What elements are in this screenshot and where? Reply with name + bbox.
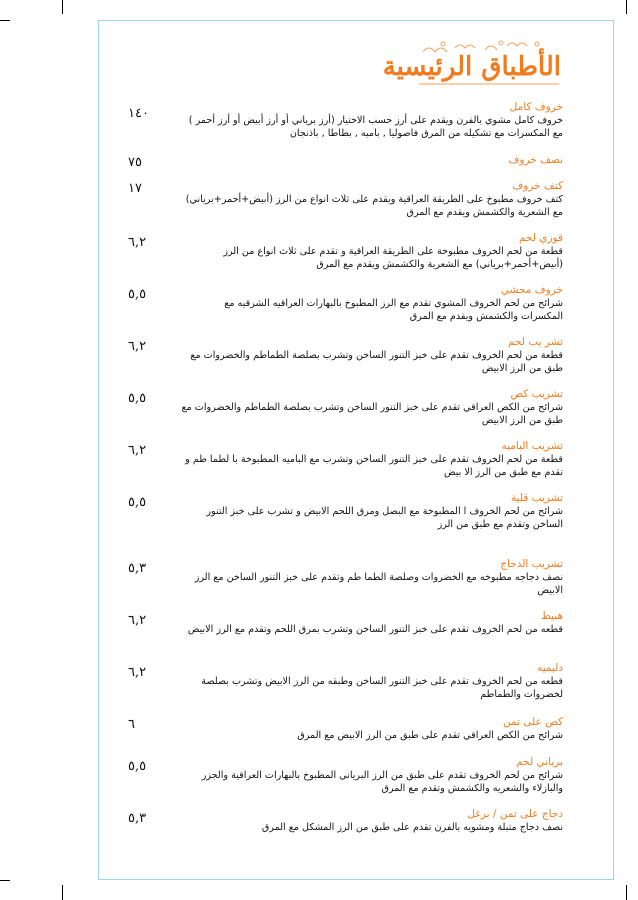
item-name: نصف خروف xyxy=(508,154,563,166)
item-name: خروف كامل xyxy=(509,101,563,113)
item-price: ٥,٣ xyxy=(128,561,147,576)
item-price: ١٧ xyxy=(128,181,142,196)
item-price: ٥,٥ xyxy=(128,759,147,774)
item-description: شرائح من الكص العراقي تقدم على طبق من الرز الابيض مع المرق xyxy=(297,730,563,741)
item-price: ٥,٥ xyxy=(128,495,147,510)
item-description: خروف كامل مشوي بالفرن ويقدم على أرز حسب الاختيار (أرز برياني أو أرز أبيض أو أرز أحمر ) مع المكسرات مع تشكيله من المرق فاصوليا , باميه , بطاطا , باذنجان xyxy=(188,115,563,140)
item-price: ٥,٥ xyxy=(128,287,147,302)
section-title: الأطباق الرئيسية xyxy=(382,52,561,82)
crop-mark xyxy=(62,0,63,14)
item-description: شرائح من لحم الخروف المشوي تقدم مع الرز المطبوخ بالبهارات العراقيه الشرقيه مع المكسرات والكشمش ويقدم مع المرق xyxy=(224,298,563,323)
item-price: ٥,٥ xyxy=(128,391,147,406)
item-name: دليميه xyxy=(537,662,563,674)
item-name: قوزي لحم xyxy=(518,232,563,244)
item-name: تشر يب لحم xyxy=(508,336,563,348)
item-price: ٦ xyxy=(128,717,135,732)
crop-mark xyxy=(62,885,63,900)
item-price: ٦,٢ xyxy=(128,339,147,354)
item-price: ٦,٢ xyxy=(128,665,147,680)
item-name: هبيط xyxy=(541,610,563,622)
item-price: ٦,٢ xyxy=(128,443,147,458)
item-name: تشريب الباميه xyxy=(501,440,563,452)
item-name: تشريب كص xyxy=(510,388,563,400)
item-name: خروف محشي xyxy=(500,284,563,296)
item-name: تشريب قلية xyxy=(511,492,563,504)
crop-mark xyxy=(0,20,10,21)
item-name: تشريب الدجاج xyxy=(500,558,563,570)
item-description: قطعة من لحم الخروف مطبوخة على الطريقة العراقية و تقدم على ثلاث انواع من الرز (أبيض+أحمر+برياني) مع الشعرية والكشمش ويقدم مع المرق xyxy=(223,246,563,271)
item-name: برياني لحم xyxy=(516,756,563,768)
item-price: ٦,٢ xyxy=(128,235,147,250)
item-description: قطعة من لحم الخروف تقدم على خبز التنور الساخن وتشرب بصلصة الطماطم والخضروات مع طبق من الرز الابيض xyxy=(190,350,563,375)
item-price: ٧٥ xyxy=(128,155,142,170)
item-price: ٦,٢ xyxy=(128,613,147,628)
item-description: قطعة من لحم الخروف تقدم على خبز التنور الساخن وتشرب مع الباميه المطبوخة با لطما طم و تقدم مع طبق من الرز الا بيض xyxy=(185,454,563,479)
crop-mark xyxy=(0,880,10,881)
item-description: قطعه من لحم الخروف تقدم على خبز التنور الساخن وتشرب بمرق اللحم وتقدم مع الرز الابيض xyxy=(187,624,563,635)
item-description: قطعه من لحم الخروف تقدم على خبز التنور الساخن وطبقه من الرز الابيض وتشرب بصلصة لخضروات والطماطم xyxy=(201,676,563,701)
item-price: ١٤٠ xyxy=(128,106,149,121)
item-description: كتف خروف مطبوخ على الطريقة العراقية ويقدم على ثلاث انواع من الرز (أبيض+أحمر+برياني) مع الشعرية والكشمش ويقدم مع المرق xyxy=(185,194,563,219)
crop-mark xyxy=(626,0,627,14)
item-description: شرائح من لحم الخروف تقدم على طبق من الرز البرياني المطبوخ بالبهارات العراقية والجزر والبازلاء والشعريه والكشمش وتقدم مع المرق xyxy=(201,770,563,795)
item-name: كتف خروف xyxy=(512,180,563,192)
item-description: نصف دجاج متبلة ومشويه بالفرن تقدم على طبق من الرز المشكل مع المرق xyxy=(261,822,563,833)
item-description: نصف دجاجه مطبوخه مع الخضروات وصلصة الطما طم وتقدم على خبز التنور الساخن مع الرز الابيض xyxy=(194,572,563,597)
item-price: ٥,٣ xyxy=(128,811,147,826)
item-description: شرائح من الكص العراقي تقدم على خبز التنور الساخن وتشرب بصلصة الطماطم والخضروات مع طبق من الرز الابيض xyxy=(181,402,563,427)
crop-mark xyxy=(626,885,627,900)
item-name: دجاج على تمن / برغل xyxy=(467,808,563,820)
item-name: كص على تمن xyxy=(502,716,563,728)
section-title-block xyxy=(382,38,565,90)
item-description: شرائح من لحم الخروف ا المطبوخة مع البصل ومرق اللحم الابيض و تشرب على خبز التنور الساخن وتقدم مع طبق من الرز xyxy=(206,506,563,531)
